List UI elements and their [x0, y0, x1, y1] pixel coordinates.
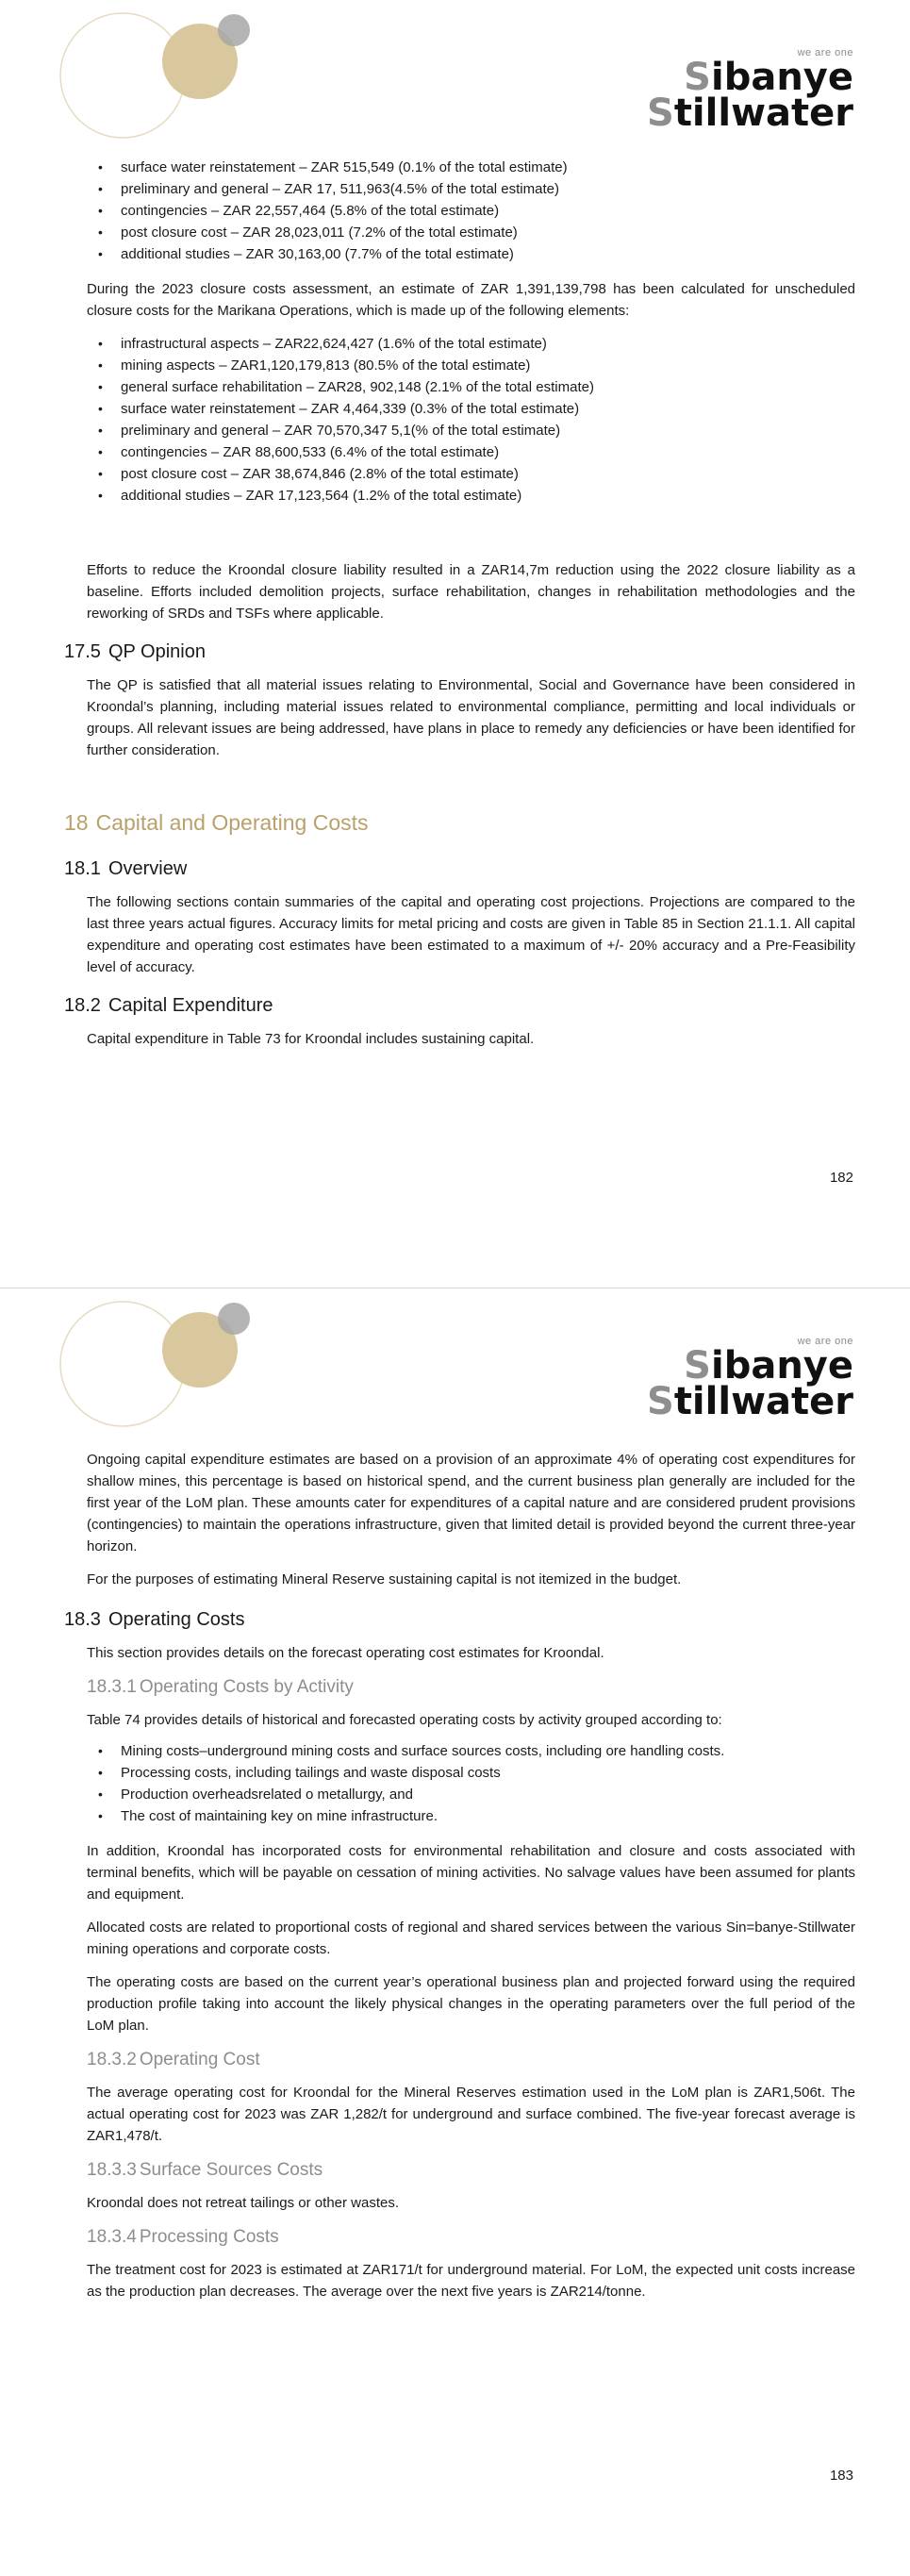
heading-text: QP Opinion [108, 641, 206, 662]
heading-number: 18.3 [64, 1609, 101, 1630]
page-183-body [0, 1449, 910, 2302]
heading-text: Capital Expenditure [108, 995, 273, 1016]
paragraph-qp-opinion: The QP is satisfied that all material issues relating to Environmental, Social and Governance have been considered in Kroondal’s planning, including material issues related to environmental compliance, permitting and local individuals or groups. All relevant issues are being addressed, have plans in place to remedy any deficiencies or have been identified for further consideration. [87, 677, 855, 758]
heading-18-1 [0, 858, 910, 880]
paragraph-capex: Capital expenditure in Table 73 for Kroondal includes sustaining capital. [87, 1031, 535, 1047]
list-item: • surface water reinstatement – ZAR 515,549 (0.1% of the total estimate) [121, 157, 855, 178]
paragraph-processing: The treatment cost for 2023 is estimated at ZAR171/t for underground material. For LoM, the expected unit costs increase as the production plan decreases. The average over the next five years is ZAR214/tonne. [87, 2262, 855, 2300]
heading-text: Operating Costs [108, 1609, 245, 1630]
heading-17-5 [0, 641, 910, 663]
heading-number: 18.3.2 [87, 2050, 137, 2069]
list-item: • contingencies – ZAR 88,600,533 (6.4% of the total estimate) [121, 441, 855, 463]
heading-text: Operating Cost [139, 2050, 260, 2069]
paragraph-overview: The following sections contain summaries of the capital and operating cost projections. Projections are compared to the last three years actual figures. Accuracy limits for metal pricing and costs are given in Table 85 in Section 21.1.1. All capital expenditure and operating cost estimates have been estimated to a maximum of +/- 20% accuracy and a Pre-Feasibility level of accuracy. [87, 894, 855, 975]
list-item: • preliminary and general – ZAR 17, 511,963(4.5% of the total estimate) [121, 178, 855, 200]
page-number: 183 [829, 2468, 853, 2484]
sibanye-stillwater-logo [647, 47, 853, 135]
heading-18-3-1 [0, 1677, 910, 1698]
logo-initial: S [647, 91, 674, 135]
page-182-body [0, 157, 910, 1050]
list-item: • general surface rehabilitation – ZAR28, 902,148 (2.1% of the total estimate) [121, 376, 855, 398]
logo-word-sibanye: Sibanye [684, 56, 853, 99]
list-item: • mining aspects – ZAR1,120,179,813 (80.5% of the total estimate) [121, 355, 855, 376]
decorative-circles [58, 9, 285, 146]
logo-word-sibanye: Sibanye [684, 1344, 853, 1388]
heading-number: 17.5 [64, 641, 101, 662]
logo-tagline: we are one [797, 47, 853, 58]
heading-18-3-2 [0, 2050, 910, 2070]
page-number: 182 [829, 1170, 853, 1186]
paragraph-ongoing-capex: Ongoing capital expenditure estimates are based on a provision of an approximate 4% of operating cost expenditures for shallow mines, this percentage is based on historical spend, and the current business plan generally are included for the first year of the LoM plan. These amounts cater for expenditures of a capital nature and are considered prudent provisions (contingencies) to maintain the operations infrastructure, given that limited detail is provided beyond the current three-year horizon. [87, 1452, 855, 1554]
paragraph-addition: In addition, Kroondal has incorporated costs for environmental rehabilitation and closure and costs associated with terminal benefits, which will be payable on cessation of mining activities. No salvage values have been assumed for plants and equipment. [87, 1843, 855, 1903]
heading-number: 18.3.3 [87, 2160, 137, 2180]
paragraph-allocated: Allocated costs are related to proportional costs of regional and shared services between the various Sin=banye-Stillwater mining operations and corporate costs. [87, 1920, 855, 1957]
list-item: • preliminary and general – ZAR 70,570,347 5,1(% of the total estimate) [121, 420, 855, 441]
logo-initial: S [684, 56, 711, 99]
page-183 [0, 1288, 910, 2576]
heading-18-3 [0, 1609, 910, 1631]
logo-initial: S [647, 1380, 674, 1423]
heading-18-2 [0, 995, 910, 1017]
list-item: • surface water reinstatement – ZAR 4,464,339 (0.3% of the total estimate) [121, 398, 855, 420]
list-item: • Mining costs–underground mining costs and surface sources costs, including ore handling costs. [121, 1740, 855, 1762]
heading-18 [0, 810, 910, 836]
paragraph-surface-sources: Kroondal does not retreat tailings or other wastes. [87, 2195, 400, 2211]
grey-circle [218, 1303, 250, 1335]
list-item: • The cost of maintaining key on mine infrastructure. [121, 1805, 855, 1827]
list-item: • infrastructural aspects – ZAR22,624,427 (1.6% of the total estimate) [121, 333, 855, 355]
paragraph-marikana: During the 2023 closure costs assessment, an estimate of ZAR 1,391,139,798 has been calculated for unscheduled closure costs for the Marikana Operations, which is made up of the following elements: [87, 281, 855, 319]
heading-number: 18 [64, 810, 89, 835]
logo-word-stillwater: Stillwater [647, 1380, 853, 1423]
heading-number: 18.3.4 [87, 2227, 137, 2247]
list-item: • contingencies – ZAR 22,557,464 (5.8% of the total estimate) [121, 200, 855, 222]
heading-text: Processing Costs [139, 2227, 279, 2247]
heading-18-3-3 [0, 2160, 910, 2181]
list-item: • additional studies – ZAR 17,123,564 (1.2% of the total estimate) [121, 485, 855, 507]
heading-number: 18.2 [64, 995, 101, 1016]
heading-number: 18.1 [64, 858, 101, 879]
logo-initial: S [684, 1344, 711, 1388]
paragraph-table74: Table 74 provides details of historical and forecasted operating costs by activity grouped according to: [87, 1712, 722, 1728]
list-item: • additional studies – ZAR 30,163,00 (7.7% of the total estimate) [121, 243, 855, 265]
paragraph-purposes: For the purposes of estimating Mineral Reserve sustaining capital is not itemized in the budget. [87, 1571, 682, 1587]
heading-text: Surface Sources Costs [139, 2160, 323, 2180]
sibanye-stillwater-logo [647, 1336, 853, 1423]
list-item: • post closure cost – ZAR 38,674,846 (2.8% of the total estimate) [121, 463, 855, 485]
heading-text: Overview [108, 858, 188, 879]
paragraph-based: The operating costs are based on the current year’s operational business plan and projected forward using the required production profile taking into account the likely physical changes in the operating parameters over the full period of the LoM plan. [87, 1974, 855, 2034]
logo-tagline: we are one [797, 1336, 853, 1347]
cost-activity-list [0, 1740, 910, 1827]
grey-circle [218, 14, 250, 46]
paragraph-efforts: Efforts to reduce the Kroondal closure liability resulted in a ZAR14,7m reduction using the 2022 closure liability as a baseline. Efforts included demolition projects, surface rehabilitation, changes in rehabilitation methodologies and the reworking of SRDs and TSFs where applicable. [87, 562, 855, 622]
heading-text: Operating Costs by Activity [139, 1677, 354, 1697]
list-item: • Processing costs, including tailings and waste disposal costs [121, 1762, 855, 1784]
decorative-circles [58, 1298, 285, 1435]
closure-cost-list-a [0, 157, 910, 265]
closure-cost-list-b [0, 333, 910, 507]
list-item: • post closure cost – ZAR 28,023,011 (7.2% of the total estimate) [121, 222, 855, 243]
heading-text: Capital and Operating Costs [95, 810, 369, 835]
paragraph-average-cost: The average operating cost for Kroondal for the Mineral Reserves estimation used in the LoM plan is ZAR1,506t. The actual operating cost for 2023 was ZAR 1,282/t for underground and surface combined. The five-year forecast average is ZAR1,478/t. [87, 2085, 855, 2144]
paragraph-section-intro: This section provides details on the forecast operating cost estimates for Kroondal. [87, 1645, 604, 1661]
list-item: • Production overheadsrelated o metallurgy, and [121, 1784, 855, 1805]
logo-word-stillwater: Stillwater [647, 91, 853, 135]
heading-18-3-4 [0, 2227, 910, 2248]
heading-number: 18.3.1 [87, 1677, 137, 1697]
